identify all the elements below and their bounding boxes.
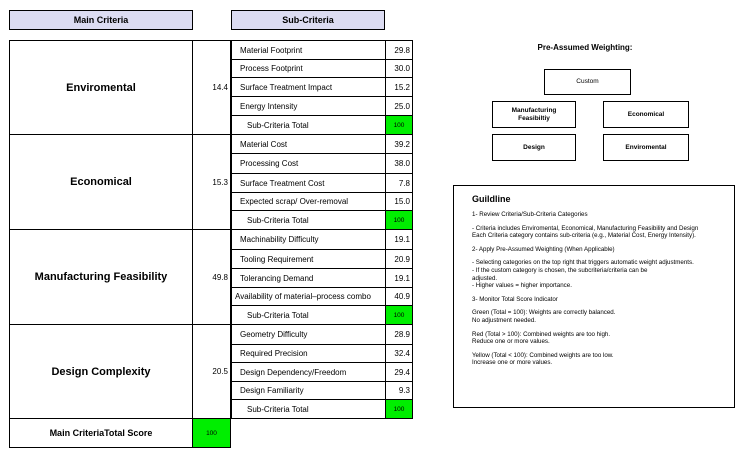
sub-criteria-name: Machinability Difficulty: [231, 229, 386, 250]
sub-criteria-value-input[interactable]: 19.1: [385, 229, 413, 250]
guideline-yellow-note: Yellow (Total < 100): Combined weights are too low. Increase one or more values.: [472, 351, 614, 367]
guideline-step-1: 1- Review Criteria/Sub-Criteria Categories: [472, 211, 588, 218]
sub-criteria-value-input[interactable]: 32.4: [385, 344, 413, 363]
sub-criteria-value-input[interactable]: 38.0: [385, 153, 413, 174]
criteria-weight-input[interactable]: 20.5: [192, 324, 231, 419]
criteria-name: Enviromental: [9, 40, 193, 135]
sub-criteria-value-input[interactable]: 25.0: [385, 96, 413, 116]
sub-criteria-name: Processing Cost: [231, 153, 386, 174]
design-weighting-button[interactable]: Design: [492, 134, 576, 161]
sub-criteria-name: Material Cost: [231, 134, 386, 154]
criteria-name: Economical: [9, 134, 193, 230]
sub-criteria-value-input[interactable]: 7.8: [385, 173, 413, 193]
guideline-text: - Criteria includes Enviromental, Economical, Manufacturing Feasibility and Design Each Criteria category contains sub-criteria (e.g., Material Cost, Energy Intensity).: [472, 224, 699, 240]
sub-criteria-name: Tooling Requirement: [231, 249, 386, 269]
criteria-name: Manufacturing Feasibility: [9, 229, 193, 325]
weighting-title: Pre-Assumed Weighting:: [537, 43, 633, 52]
sub-criteria-total-value: 100: [385, 305, 413, 325]
sub-criteria-value-input[interactable]: 28.9: [385, 324, 413, 345]
sub-criteria-name: Energy Intensity: [231, 96, 386, 116]
sub-criteria-name: Surface Treatment Impact: [231, 77, 386, 97]
criteria-weight-input[interactable]: 49.8: [192, 229, 231, 325]
sub-criteria-name: Surface Treatment Cost: [231, 173, 386, 193]
sub-criteria-name: Availability of material–process combo: [231, 287, 386, 306]
sub-criteria-name: Process Footprint: [231, 59, 386, 78]
economical-weighting-button[interactable]: Economical: [603, 101, 689, 128]
guideline-green-note: Green (Total = 100): Weights are correctly balanced. No adjustment needed.: [472, 309, 616, 324]
guideline-panel: [453, 185, 735, 408]
sub-criteria-header: Sub-Criteria: [231, 10, 385, 30]
criteria-name: Design Complexity: [9, 324, 193, 419]
enviromental-weighting-button[interactable]: Enviromental: [603, 134, 689, 161]
guideline-text: - Selecting categories on the top right that triggers automatic weight adjustments. - If the custom category is chosen, the subcriteria/criteria can be adjusted. - Higher values = higher importance.: [472, 259, 694, 290]
custom-weighting-button[interactable]: Custom: [544, 69, 631, 95]
guideline-step-3: 3- Monitor Total Score Indicator: [472, 295, 558, 303]
sub-criteria-name: Geometry Difficulty: [231, 324, 386, 345]
guideline-red-note: Red (Total > 100): Combined weights are too high. Reduce one or more values.: [472, 330, 611, 346]
sub-criteria-value-input[interactable]: 20.9: [385, 249, 413, 269]
sub-criteria-name: Design Familiarity: [231, 381, 386, 400]
main-total-score: 100: [192, 418, 231, 448]
guideline-title: Guildline: [472, 194, 511, 204]
criteria-weight-input[interactable]: 14.4: [192, 40, 231, 135]
sub-criteria-total-label: Sub-Criteria Total: [231, 210, 386, 230]
sub-criteria-value-input[interactable]: 30.0: [385, 59, 413, 78]
manufacturing-weighting-button[interactable]: Manufacturing Feasibiltiy: [492, 101, 576, 128]
main-total-label: Main CriteriaTotal Score: [9, 418, 193, 448]
sub-criteria-value-input[interactable]: 15.0: [385, 192, 413, 211]
sub-criteria-total-value: 100: [385, 115, 413, 135]
sub-criteria-value-input[interactable]: 29.8: [385, 40, 413, 60]
sub-criteria-value-input[interactable]: 39.2: [385, 134, 413, 154]
sub-criteria-name: Design Dependency/Freedom: [231, 362, 386, 382]
sub-criteria-value-input[interactable]: 9.3: [385, 381, 413, 400]
sub-criteria-total-label: Sub-Criteria Total: [231, 115, 386, 135]
sub-criteria-value-input[interactable]: 19.1: [385, 268, 413, 288]
sub-criteria-name: Material Footprint: [231, 40, 386, 60]
sub-criteria-total-label: Sub-Criteria Total: [231, 305, 386, 325]
sub-criteria-total-label: Sub-Criteria Total: [231, 399, 386, 419]
sub-criteria-name: Tolerancing Demand: [231, 268, 386, 288]
sub-criteria-name: Expected scrap/ Over-removal: [231, 192, 386, 211]
sub-criteria-name: Required Precision: [231, 344, 386, 363]
sub-criteria-total-value: 100: [385, 399, 413, 419]
sub-criteria-total-value: 100: [385, 210, 413, 230]
main-criteria-header: Main Criteria: [9, 10, 193, 30]
guideline-step-2: 2- Apply Pre-Assumed Weighting (When Applicable): [472, 245, 615, 253]
sub-criteria-value-input[interactable]: 29.4: [385, 362, 413, 382]
sub-criteria-value-input[interactable]: 40.9: [385, 287, 413, 306]
sub-criteria-value-input[interactable]: 15.2: [385, 77, 413, 97]
criteria-weight-input[interactable]: 15.3: [192, 134, 231, 230]
